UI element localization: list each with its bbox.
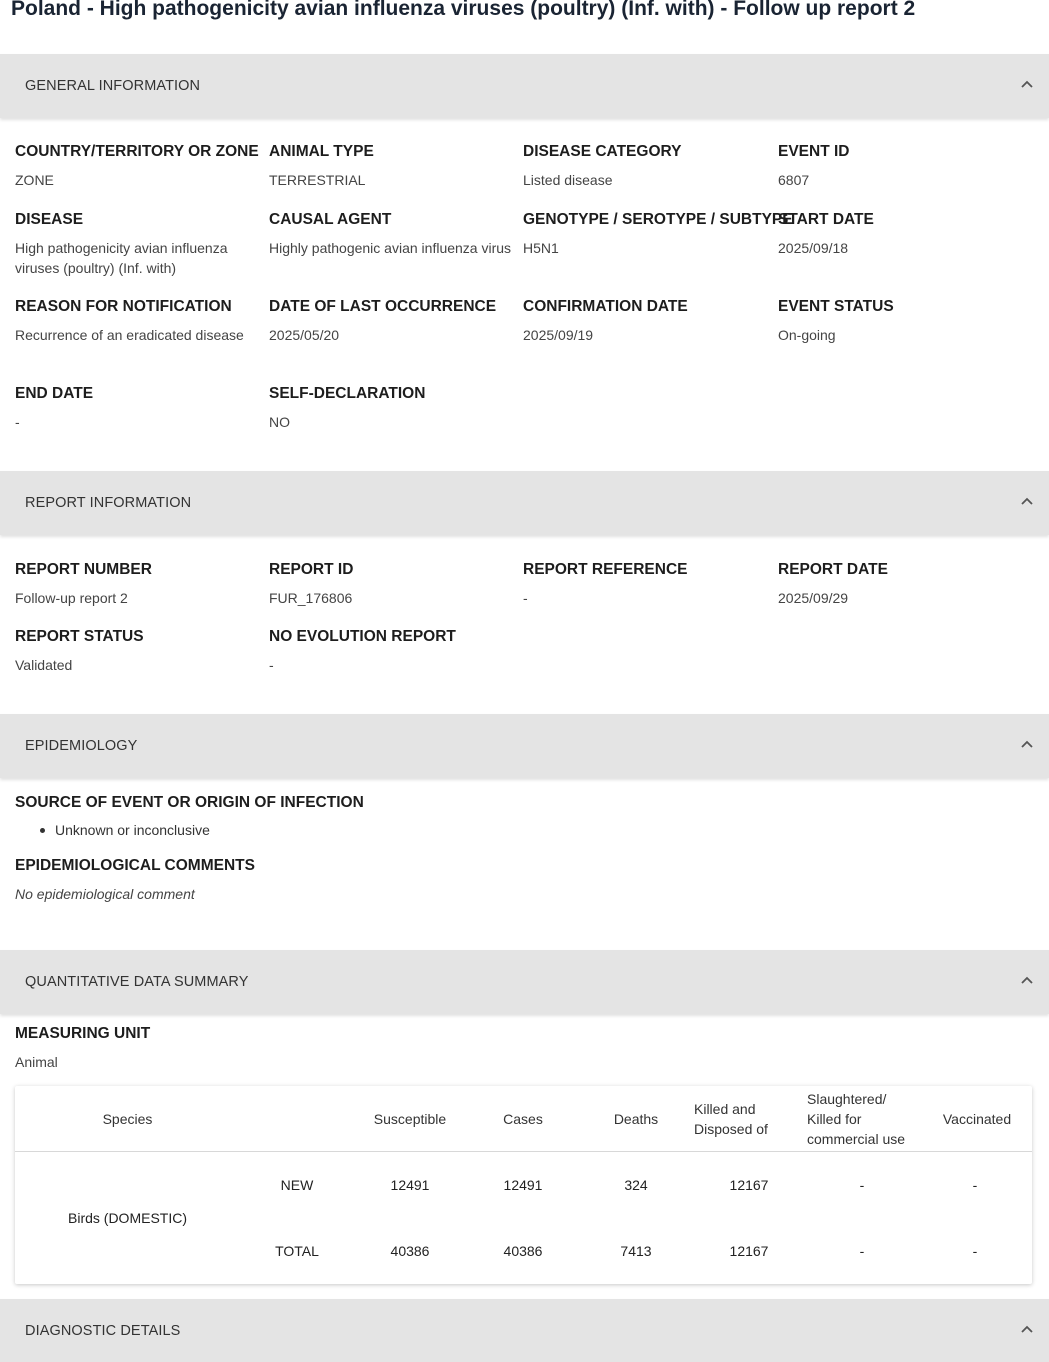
field-source <box>15 793 615 813</box>
field-label: REASON FOR NOTIFICATION <box>15 298 232 315</box>
table-header-row <box>15 1086 1032 1152</box>
column-header-species: Species <box>102 1111 153 1127</box>
field-label: DATE OF LAST OCCURRENCE <box>269 298 497 315</box>
field-value: Listed disease <box>523 172 613 188</box>
field-label: EVENT ID <box>778 143 850 160</box>
field-disease <box>15 210 265 278</box>
field-start-date <box>778 210 1028 258</box>
section-header-quantitative[interactable] <box>0 950 1049 1014</box>
cell-vaccinated: - <box>972 1243 978 1259</box>
field-label: CAUSAL AGENT <box>269 211 392 228</box>
chevron-up-icon[interactable] <box>1019 1323 1035 1335</box>
source-list <box>37 820 210 840</box>
cell-killed: 12167 <box>729 1177 769 1193</box>
field-disease-category <box>523 142 773 190</box>
field-label: NO EVOLUTION REPORT <box>269 628 456 645</box>
field-causal-agent <box>269 210 519 258</box>
chevron-up-icon[interactable] <box>1019 78 1035 90</box>
field-label: COUNTRY/TERRITORY OR ZONE <box>15 143 259 160</box>
section-title: GENERAL INFORMATION <box>25 78 201 94</box>
field-value: - <box>269 657 274 673</box>
field-value: ZONE <box>15 172 54 188</box>
field-value: FUR_176806 <box>269 590 353 606</box>
column-header-susceptible: Susceptible <box>373 1111 447 1127</box>
field-value: No epidemiological comment <box>15 886 195 902</box>
field-value: On-going <box>778 327 836 343</box>
cell-slaughtered: - <box>859 1177 865 1193</box>
chevron-up-icon[interactable] <box>1019 495 1035 507</box>
field-label: REPORT ID <box>269 561 354 578</box>
field-value: NO <box>269 414 290 430</box>
field-report-number <box>15 560 265 608</box>
field-label: REPORT NUMBER <box>15 561 152 578</box>
field-event-id <box>778 142 1028 190</box>
field-value: - <box>15 414 20 430</box>
chevron-up-icon[interactable] <box>1019 738 1035 750</box>
field-label: SELF-DECLARATION <box>269 385 426 402</box>
cell-killed: 12167 <box>729 1243 769 1259</box>
field-value: Follow-up report 2 <box>15 590 128 606</box>
field-epi-comments <box>15 856 615 904</box>
field-end-date <box>15 384 265 432</box>
column-header-vaccinated: Vaccinated <box>942 1111 1012 1127</box>
field-report-id <box>269 560 519 608</box>
field-label: START DATE <box>778 211 874 228</box>
section-title: REPORT INFORMATION <box>25 495 192 511</box>
field-confirmation-date <box>523 297 773 345</box>
cell-deaths: 7413 <box>620 1243 652 1259</box>
field-label: CONFIRMATION DATE <box>523 298 688 315</box>
section-header-report[interactable] <box>0 471 1049 535</box>
field-value: H5N1 <box>523 240 559 256</box>
quantitative-table <box>15 1086 1032 1284</box>
cell-vaccinated: - <box>972 1177 978 1193</box>
field-value: 2025/09/18 <box>778 240 849 256</box>
field-label: REPORT REFERENCE <box>523 561 688 578</box>
field-self-declaration <box>269 384 519 432</box>
section-header-epidemiology[interactable] <box>0 714 1049 778</box>
cell-deaths: 324 <box>624 1177 648 1193</box>
field-value: Animal <box>15 1054 58 1070</box>
column-header-cases: Cases <box>503 1111 543 1127</box>
field-label: MEASURING UNIT <box>15 1025 151 1042</box>
cell-cases: 40386 <box>503 1243 543 1259</box>
cell-cases: 12491 <box>503 1177 543 1193</box>
section-title: QUANTITATIVE DATA SUMMARY <box>25 974 249 990</box>
row-type: NEW <box>280 1177 314 1193</box>
field-label: SOURCE OF EVENT OR ORIGIN OF INFECTION <box>15 794 364 811</box>
section-title: EPIDEMIOLOGY <box>25 738 138 754</box>
field-report-date <box>778 560 1028 608</box>
field-label: EPIDEMIOLOGICAL COMMENTS <box>15 857 255 874</box>
field-value: Highly pathogenic avian influenza virus <box>269 240 512 256</box>
page-title: Poland - High pathogenicity avian influenza viruses (poultry) (Inf. with) - Follow up report 2 <box>11 0 916 20</box>
section-title: DIAGNOSTIC DETAILS <box>25 1323 181 1339</box>
field-no-evolution <box>269 627 519 675</box>
field-measuring-unit <box>15 1024 265 1072</box>
field-event-status <box>778 297 1028 345</box>
field-value: Recurrence of an eradicated disease <box>15 327 244 343</box>
field-value: 6807 <box>778 172 810 188</box>
field-value: 2025/09/19 <box>523 327 594 343</box>
field-value: - <box>523 590 528 606</box>
list-item: Unknown or inconclusive <box>37 820 210 840</box>
field-animal-type <box>269 142 519 190</box>
field-label: REPORT DATE <box>778 561 888 578</box>
field-label: REPORT STATUS <box>15 628 144 645</box>
section-header-diagnostic[interactable] <box>0 1299 1049 1362</box>
field-label: GENOTYPE / SEROTYPE / SUBTYPE <box>523 211 793 228</box>
field-value: 2025/05/20 <box>269 327 340 343</box>
field-value: High pathogenicity avian influenza viruses (poultry) (Inf. with) <box>15 240 228 276</box>
field-value: TERRESTRIAL <box>269 172 366 188</box>
field-value: Validated <box>15 657 73 673</box>
cell-susceptible: 40386 <box>390 1243 430 1259</box>
field-value: 2025/09/29 <box>778 590 849 606</box>
field-report-status <box>15 627 265 675</box>
row-type: TOTAL <box>275 1243 319 1259</box>
field-label: DISEASE CATEGORY <box>523 143 682 160</box>
field-last-occurrence <box>269 297 519 345</box>
field-label: END DATE <box>15 385 94 402</box>
field-genotype <box>523 210 793 258</box>
field-label: EVENT STATUS <box>778 298 894 315</box>
cell-susceptible: 12491 <box>390 1177 430 1193</box>
chevron-up-icon[interactable] <box>1019 974 1035 986</box>
cell-slaughtered: - <box>859 1243 865 1259</box>
section-header-general[interactable] <box>0 54 1049 118</box>
field-reason <box>15 297 265 345</box>
column-header-slaughtered: Slaughtered/ Killed for commercial use <box>807 1091 906 1147</box>
species-cell: Birds (DOMESTIC) <box>68 1210 187 1226</box>
field-report-reference <box>523 560 773 608</box>
field-country <box>15 142 265 190</box>
field-label: ANIMAL TYPE <box>269 143 374 160</box>
column-header-killed: Killed and Disposed of <box>694 1101 768 1137</box>
column-header-deaths: Deaths <box>613 1111 659 1127</box>
field-label: DISEASE <box>15 211 84 228</box>
